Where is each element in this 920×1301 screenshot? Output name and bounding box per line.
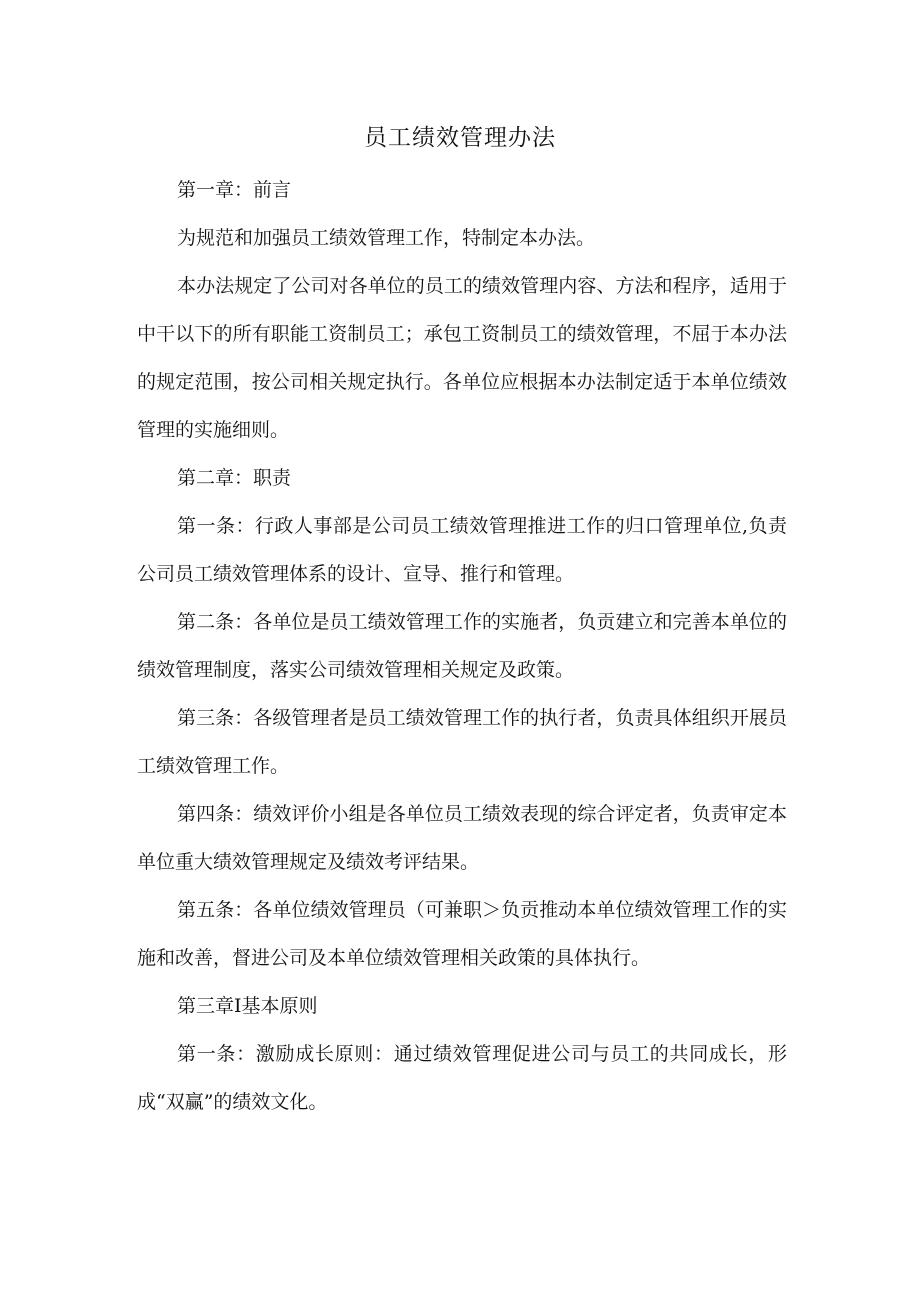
article-3-managers: 第三条：各级管理者是员工绩效管理工作的执行者，负责具体组织开展员工绩效管理工作。 [137,707,787,777]
document-body [137,166,787,1126]
chapter-heading-principles: 第三章I基本原则 [177,995,318,1017]
paragraph-scope: 本办法规定了公司对各单位的员工的绩效管理内容、方法和程序，适用于中干以下的所有职能工资制员工；承包工资制员工的绩效管理，不屈于本办法的规定范围，按公司相关规定执行。各单位应根据本办法制定适于本单位绩效管理的实施细则。 [137,275,787,441]
chapter-heading-duties: 第二章：职责 [177,467,292,489]
article-2-units: 第二条：各单位是员工绩效管理工作的实施者，负贡建立和完善本单位的绩效管理制度，落实公司绩效管理相关规定及政策。 [137,611,787,681]
document-title: 员工绩效管理办法 [364,125,556,151]
article-4-evaluation-group: 第四条：绩效评价小组是各单位员工绩效表现的综合评定者，负责审定本单位重大绩效管理规定及绩效考评结果。 [137,803,787,873]
principle-1-incentive-growth: 第一条：激励成长原则：通过绩效管理促进公司与员工的共同成长，形成“双赢”的绩效文化。 [137,1043,787,1113]
article-1-hr-dept: 第一条：行政人事部是公司员工绩效管理推进工作的归口管理单位,负责公司员工绩效管理体系的设计、宣导、推行和管理。 [137,515,787,585]
article-5-performance-admin: 第五条：各单位绩效管理员（可兼职＞负贡推动本单位绩效管理工作的实施和改善，督进公司及本单位绩效管理相关政策的具体执行。 [137,899,787,969]
paragraph-purpose: 为规范和加强员工绩效管理工作，特制定本办法。 [177,227,596,249]
chapter-heading-preface: 第一章：前言 [177,179,292,201]
